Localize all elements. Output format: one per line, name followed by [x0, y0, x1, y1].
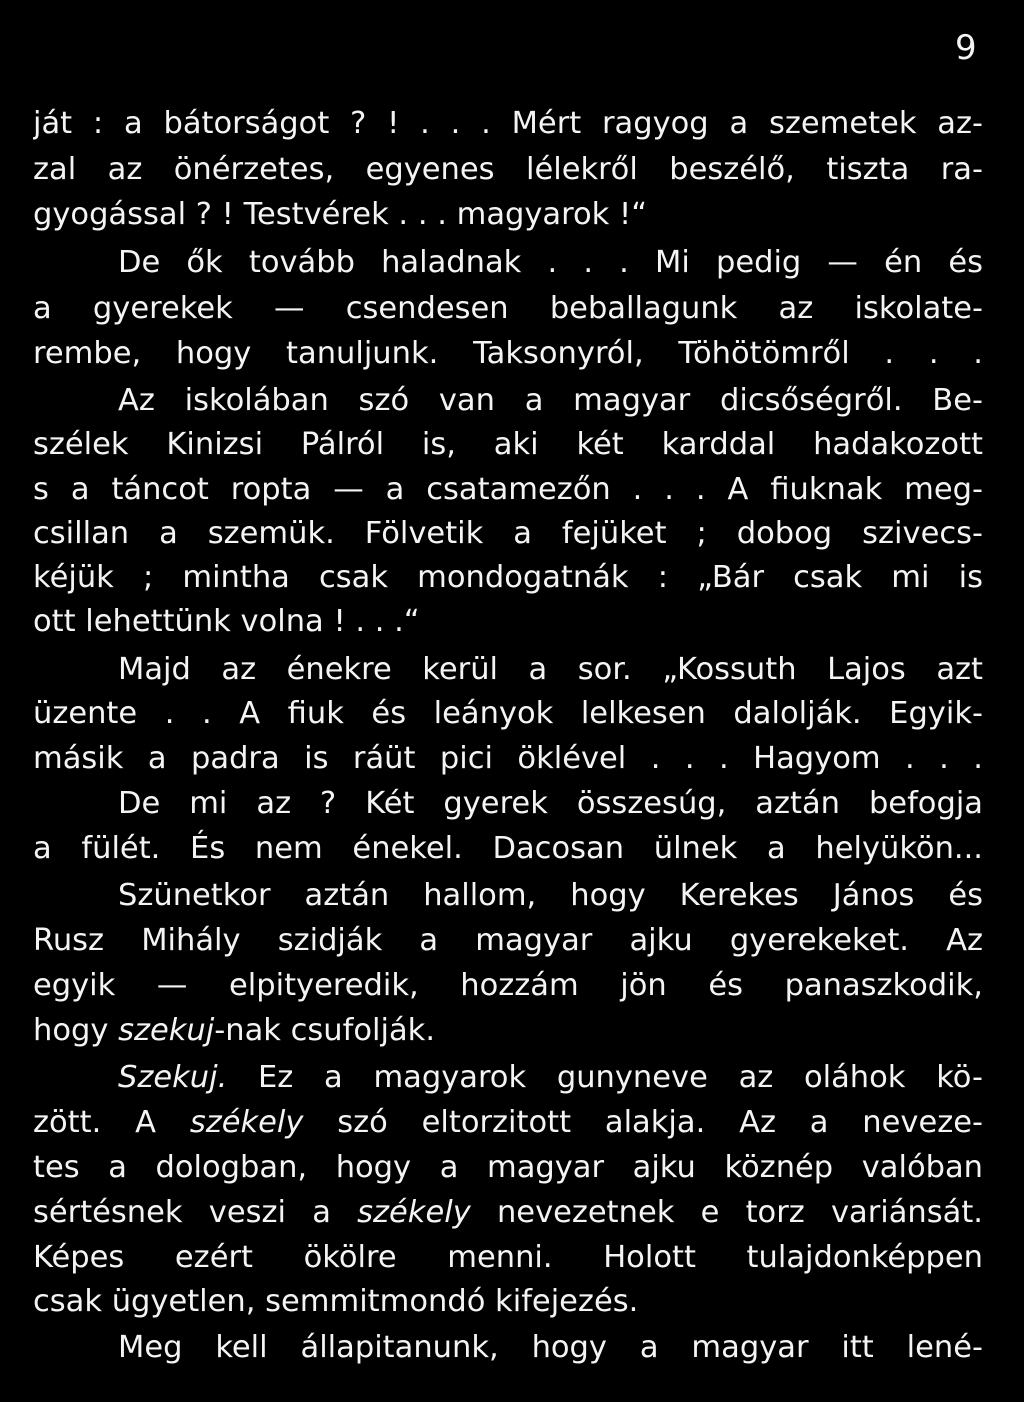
italic-term: székely [189, 1105, 304, 1140]
text-line [33, 1193, 983, 1233]
text-line: csak ügyetlen, semmitmondó kifejezés. [33, 1284, 639, 1319]
text-line: De mi az ? Két gyerek összesúg, aztán befogja [118, 786, 983, 821]
text-line [118, 1058, 983, 1098]
text-line: a gyerekek — csendesen beballagunk az iskolate- [33, 291, 983, 326]
page-number: 9 [955, 28, 977, 68]
text-segment: Ez a magyarok gunyneve az oláhok kö- [227, 1060, 983, 1095]
text-line: kéjük ; mintha csak mondogatnák : „Bár csak mi is [33, 560, 983, 595]
text-segment: sértésnek veszi a [33, 1195, 358, 1230]
text-line: tes a dologban, hogy a magyar ajku köznép valóban [33, 1150, 983, 1185]
text-line: csillan a szemük. Fölvetik a fejüket ; dobog szivecs- [33, 516, 983, 551]
text-line: Szünetkor aztán hallom, hogy Kerekes János és [118, 878, 983, 913]
text-segment: -nak csufolják. [214, 1013, 436, 1048]
text-line: Képes ezért ökölre menni. Holott tulajdonképpen [33, 1240, 983, 1275]
text-line: Meg kell állapitanunk, hogy a magyar itt lené- [118, 1330, 983, 1365]
text-line: Majd az énekre kerül a sor. „Kossuth Lajos azt [118, 652, 983, 687]
text-line: másik a padra is ráüt pici öklével . . . Hagyom . . . [33, 741, 983, 776]
text-segment: hogy [33, 1013, 119, 1048]
italic-term: Szekuj. [118, 1060, 228, 1095]
text-line: Az iskolában szó van a magyar dicsőségről. Be- [118, 383, 983, 418]
text-line: zal az önérzetes, egyenes lélekről beszélő, tiszta ra- [33, 152, 983, 187]
text-line: s a táncot ropta — a csatamezőn . . . A fiuknak meg- [33, 472, 983, 507]
text-line [33, 1103, 983, 1143]
text-line [33, 1011, 983, 1051]
italic-term: székely [357, 1195, 471, 1230]
text-line: ját : a bátorságot ? ! . . . Mért ragyog a szemetek az- [33, 106, 983, 141]
text-line: ott lehettünk volna ! . . .“ [33, 604, 420, 639]
text-line: Rusz Mihály szidják a magyar ajku gyerekeket. Az [33, 923, 983, 958]
text-line: egyik — elpityeredik, hozzám jön és panaszkodik, [33, 968, 983, 1003]
text-segment: zött. A [33, 1105, 190, 1140]
text-line: gyogással ? ! Testvérek . . . magyarok !“ [33, 197, 648, 232]
text-line: De ők tovább haladnak . . . Mi pedig — én és [118, 245, 983, 280]
text-line: rembe, hogy tanuljunk. Taksonyról, Töhötömről . . . [33, 336, 983, 371]
italic-term: szekuj [118, 1013, 215, 1048]
text-line: a fülét. És nem énekel. Dacosan ülnek a helyükön... [33, 831, 983, 866]
text-line: üzente . . A fiuk és leányok lelkesen dalolják. Egyik- [33, 696, 983, 731]
text-line: szélek Kinizsi Pálról is, aki két karddal hadakozott [33, 427, 983, 462]
text-segment: nevezetnek e torz variánsát. [470, 1195, 983, 1230]
text-segment: szó eltorzitott alakja. Az a neveze- [303, 1105, 983, 1140]
